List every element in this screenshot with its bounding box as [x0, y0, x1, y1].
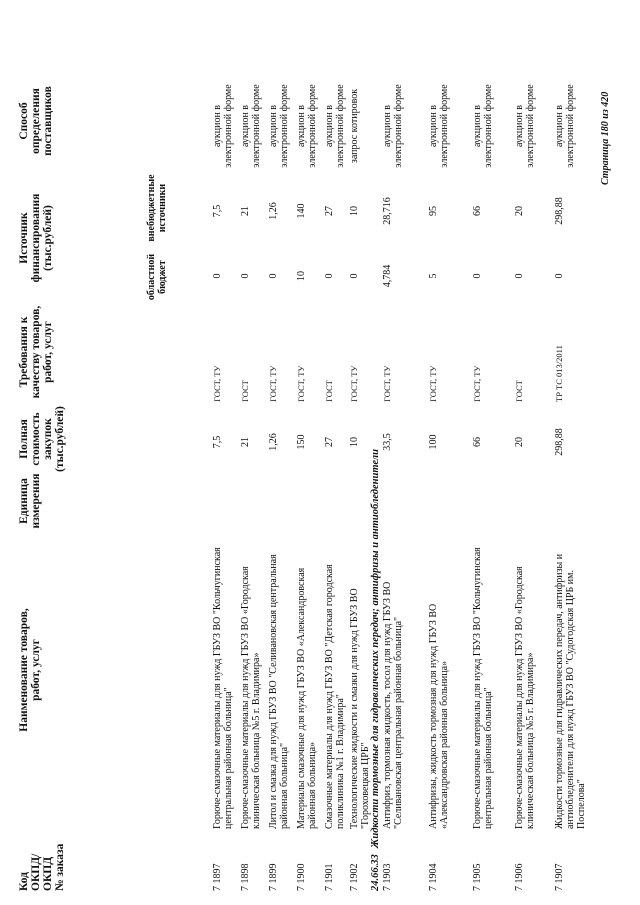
- row-method: запрос котировок: [349, 88, 360, 164]
- row-requirements: ГОСТ, ТУ: [349, 365, 359, 402]
- row-cost: 10: [349, 437, 360, 447]
- row-order: 1901: [324, 863, 335, 884]
- row-cost: 33,5: [382, 433, 393, 451]
- section-code: 24.66.33: [370, 854, 381, 891]
- row-requirements: ГОСТ, ТУ: [268, 365, 278, 402]
- header-regional: областной бюджет: [146, 253, 168, 301]
- row-method: аукцион в электронной форме: [514, 84, 536, 168]
- row-cost: 66: [472, 437, 483, 447]
- row-name: Горюче-смазочные материалы для нужд ГБУЗ ВО "Кольчугинская центральная районная больница": [472, 547, 494, 829]
- row-code: 7: [324, 886, 335, 891]
- page-footer: Страница 180 из 420: [600, 91, 611, 185]
- row-external: 27: [324, 206, 335, 216]
- row-regional: 5: [428, 273, 439, 279]
- row-code: 7: [268, 886, 279, 891]
- row-name: Технологические жидкости и смазки для нужд ГБУЗ ВО "Гороховецкая ЦРБ": [349, 588, 371, 829]
- row-method: аукцион в электронной форме: [472, 84, 494, 168]
- row-regional: 10: [296, 271, 307, 281]
- row-code: 7: [554, 886, 565, 891]
- row-regional: 0: [514, 273, 525, 279]
- header-external: внебюджетные источники: [146, 174, 168, 242]
- row-order: 1905: [472, 863, 483, 884]
- row-name: Горюче-смазочные материалы для нужд ГБУЗ ВО «Городская клиническая больница №5 г. Владимира»: [514, 566, 536, 829]
- row-requirements: ГОСТ, ТУ: [296, 365, 306, 402]
- row-method: аукцион в электронной форме: [554, 84, 576, 168]
- row-cost: 100: [428, 434, 439, 450]
- row-regional: 4,784: [382, 264, 393, 288]
- row-method: аукцион в электронной форме: [428, 84, 450, 168]
- row-name: Антифриз, тормозная жидкость, тосол для нужд ГБУЗ ВО "Селивановская центральная районная больница": [382, 581, 404, 829]
- row-external: 1,26: [268, 202, 279, 220]
- row-regional: 0: [240, 273, 251, 279]
- row-method: аукцион в электронной форме: [212, 84, 234, 168]
- row-external: 298,88: [554, 197, 565, 225]
- row-name: Горюче-смазочные материалы для нужд ГБУЗ ВО «Городская клиническая больница №5 г. Владимира»: [240, 566, 262, 829]
- row-cost: 7,5: [212, 435, 223, 449]
- header-requirements: Требования к качеству товаров, работ, услуг: [18, 305, 54, 399]
- row-name: Литол и смазка для нужд ГБУЗ ВО "Селивановская центральная районная больница": [268, 554, 290, 829]
- section-title: Жидкости тормозные для гидравлических передач; антифризы и антиобледенители: [370, 449, 381, 849]
- row-code: 7: [428, 886, 439, 891]
- row-external: 95: [428, 206, 439, 216]
- row-name: Антифризы, жидкость тормозная для нужд ГБУЗ ВО «Александровская районная больница»: [428, 603, 450, 829]
- row-code: 7: [514, 886, 525, 891]
- row-order: 1899: [268, 863, 279, 884]
- row-regional: 0: [554, 273, 565, 279]
- row-method: аукцион в электронной форме: [240, 84, 262, 168]
- row-external: 140: [296, 203, 307, 219]
- row-requirements: ГОСТ, ТУ: [428, 365, 438, 402]
- header-method: Способ определения поставщиков: [18, 86, 54, 156]
- row-name: Материалы смазочные для нужд ГБУЗ ВО «Александровская районная больница»: [296, 567, 318, 829]
- row-cost: 150: [296, 434, 307, 450]
- row-requirements: ГОСТ: [514, 380, 524, 402]
- row-requirements: ГОСТ, ТУ: [382, 365, 392, 402]
- header-unit: Единица измерения: [18, 473, 42, 529]
- row-order: 1904: [428, 863, 439, 884]
- row-requirements: ГОСТ, ТУ: [472, 365, 482, 402]
- row-external: 20: [514, 206, 525, 216]
- row-name: Жидкости тормозные для гидравлических передач, антифризы и антиобледенители для нужд ГБУЗ ВО "Судогодская ЦРБ им. Поспелова": [554, 553, 587, 829]
- row-method: аукцион в электронной форме: [296, 84, 318, 168]
- header-name: Наименование товаров, работ, услуг: [18, 608, 42, 732]
- row-code: 7: [349, 886, 360, 891]
- row-method: аукцион в электронной форме: [382, 84, 404, 168]
- row-regional: 0: [324, 273, 335, 279]
- row-method: аукцион в электронной форме: [324, 84, 346, 168]
- row-code: 7: [296, 886, 307, 891]
- row-requirements: ГОСТ: [324, 380, 334, 402]
- row-external: 66: [472, 206, 483, 216]
- row-order: 1897: [212, 863, 223, 884]
- row-code: 7: [472, 886, 483, 891]
- row-name: Смазочные материалы для нужд ГБУЗ ВО "Детская городская поликлиника №1 г. Владимира": [324, 564, 346, 829]
- section-heading: [370, 11, 381, 891]
- row-external: 7,5: [212, 204, 223, 218]
- header-code: Код ОКПД/ ОКПД № заказа: [18, 843, 66, 891]
- row-regional: 0: [268, 273, 279, 279]
- row-code: 7: [212, 886, 223, 891]
- row-cost: 1,26: [268, 433, 279, 451]
- row-order: 1907: [554, 863, 565, 884]
- row-order: 1906: [514, 863, 525, 884]
- row-cost: 21: [240, 437, 251, 447]
- row-cost: 27: [324, 437, 335, 447]
- row-external: 28,716: [382, 197, 393, 225]
- row-regional: 0: [472, 273, 483, 279]
- row-requirements: ГОСТ, ТУ: [212, 365, 222, 402]
- row-order: 1898: [240, 863, 251, 884]
- row-order: 1900: [296, 863, 307, 884]
- row-order: 1903: [382, 863, 393, 884]
- header-funding: Источник финансирования (тыс.рублей): [18, 193, 54, 283]
- row-regional: 0: [349, 273, 360, 279]
- row-requirements: ГОСТ: [240, 380, 250, 402]
- row-cost: 20: [514, 437, 525, 447]
- row-cost: 298,88: [554, 428, 565, 456]
- row-regional: 0: [212, 273, 223, 279]
- row-external: 21: [240, 206, 251, 216]
- header-cost: Полная стоимость закупок (тыс.рублей): [18, 406, 66, 472]
- row-external: 10: [349, 206, 360, 216]
- row-code: 7: [240, 886, 251, 891]
- row-method: аукцион в электронной форме: [268, 84, 290, 168]
- row-requirements: ТР ТС 013/2011: [554, 345, 564, 402]
- row-code: 7: [382, 886, 393, 891]
- row-name: Горюче-смазочные материалы для нужд ГБУЗ ВО "Кольчугинская центральная районная больница": [212, 547, 234, 829]
- row-order: 1902: [349, 863, 360, 884]
